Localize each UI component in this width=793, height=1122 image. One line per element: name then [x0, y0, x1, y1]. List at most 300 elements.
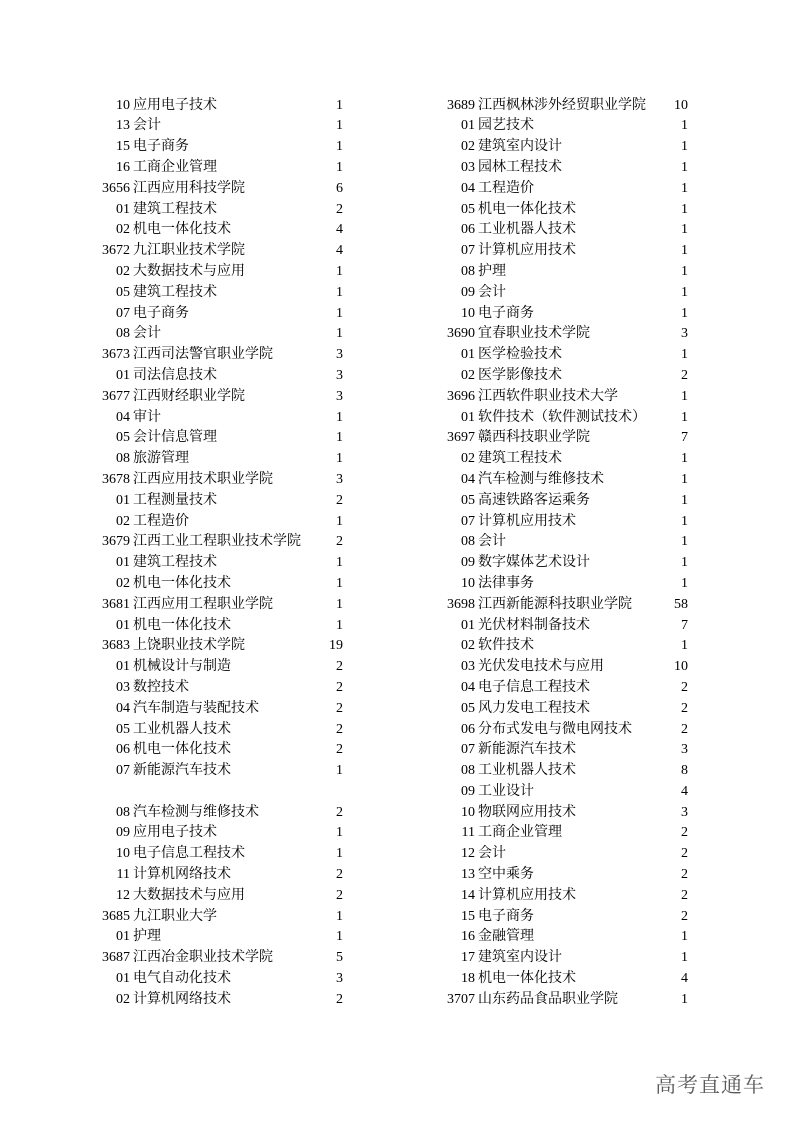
major-name: 电气自动化技术	[133, 971, 231, 987]
school-code: 3683	[102, 638, 130, 654]
major-row	[435, 512, 688, 533]
plan-count: 3	[336, 347, 343, 363]
major-row	[435, 158, 688, 179]
plan-count: 6	[336, 180, 343, 196]
school-code: 3679	[102, 534, 130, 550]
plan-count: 2	[336, 659, 343, 675]
plan-count: 3	[336, 471, 343, 487]
major-code: 08	[116, 451, 130, 467]
plan-count: 1	[336, 513, 343, 529]
major-code: 06	[116, 742, 130, 758]
major-code: 01	[461, 409, 475, 425]
plan-count: 3	[336, 971, 343, 987]
plan-count: 2	[681, 367, 688, 383]
major-row	[90, 553, 343, 574]
major-row	[435, 470, 688, 491]
major-row	[90, 324, 343, 345]
school-row	[90, 907, 343, 928]
major-code: 04	[461, 471, 475, 487]
major-row	[90, 927, 343, 948]
plan-count: 1	[336, 617, 343, 633]
major-row	[90, 886, 343, 907]
major-code: 01	[116, 659, 130, 675]
plan-count: 4	[336, 222, 343, 238]
major-row	[435, 886, 688, 907]
major-row	[435, 241, 688, 262]
major-name: 软件技术	[478, 638, 534, 654]
major-code: 08	[461, 534, 475, 550]
plan-count: 1	[681, 139, 688, 155]
plan-count: 1	[681, 534, 688, 550]
plan-count: 5	[336, 950, 343, 966]
school-row	[90, 387, 343, 408]
major-row	[435, 823, 688, 844]
plan-count: 3	[681, 804, 688, 820]
major-row	[90, 969, 343, 990]
major-code: 01	[461, 347, 475, 363]
major-row	[435, 803, 688, 824]
major-code: 01	[461, 617, 475, 633]
major-name: 工程测量技术	[133, 492, 217, 508]
plan-count: 4	[681, 971, 688, 987]
major-code: 01	[116, 929, 130, 945]
major-code: 18	[461, 971, 475, 987]
major-row	[435, 865, 688, 886]
major-name: 工商企业管理	[133, 159, 217, 175]
major-name: 软件技术（软件测试技术）	[478, 409, 646, 425]
major-code: 10	[116, 846, 130, 862]
major-name: 机电一体化技术	[133, 575, 231, 591]
school-name: 九江职业技术学院	[133, 243, 245, 259]
plan-count: 2	[336, 679, 343, 695]
major-name: 园林工程技术	[478, 159, 562, 175]
school-row	[435, 324, 688, 345]
school-code: 3685	[102, 908, 130, 924]
plan-count: 1	[681, 263, 688, 279]
school-code: 3681	[102, 596, 130, 612]
major-code: 07	[461, 513, 475, 529]
major-name: 光伏发电技术与应用	[478, 659, 604, 675]
plan-count: 1	[336, 596, 343, 612]
major-code: 05	[116, 284, 130, 300]
school-name: 江西司法警官职业学院	[133, 347, 273, 363]
major-row	[435, 636, 688, 657]
major-code: 08	[116, 804, 130, 820]
plan-count: 2	[681, 908, 688, 924]
school-code: 3677	[102, 388, 130, 404]
major-row	[435, 345, 688, 366]
major-code: 16	[461, 929, 475, 945]
major-name: 建筑室内设计	[478, 950, 562, 966]
major-row	[90, 740, 343, 761]
major-row	[90, 491, 343, 512]
plan-count: 1	[681, 451, 688, 467]
school-row	[90, 532, 343, 553]
major-row	[90, 990, 343, 1011]
major-row	[435, 657, 688, 678]
plan-count: 1	[681, 950, 688, 966]
major-code: 10	[461, 804, 475, 820]
major-row	[90, 616, 343, 637]
major-row	[435, 574, 688, 595]
major-name: 工商企业管理	[478, 825, 562, 841]
plan-count: 1	[336, 451, 343, 467]
major-row	[90, 865, 343, 886]
plan-count: 2	[336, 867, 343, 883]
major-code: 01	[116, 617, 130, 633]
plan-count: 2	[336, 991, 343, 1007]
major-name: 物联网应用技术	[478, 804, 576, 820]
major-name: 工程造价	[478, 180, 534, 196]
plan-count: 2	[336, 492, 343, 508]
major-code: 05	[461, 492, 475, 508]
major-code: 01	[116, 971, 130, 987]
major-row	[90, 823, 343, 844]
major-code: 05	[461, 201, 475, 217]
major-row	[435, 220, 688, 241]
major-row	[435, 262, 688, 283]
major-name: 工业设计	[478, 783, 534, 799]
school-row	[435, 428, 688, 449]
major-code: 12	[116, 887, 130, 903]
major-code: 01	[116, 367, 130, 383]
major-code: 02	[116, 513, 130, 529]
major-name: 大数据技术与应用	[133, 887, 245, 903]
plan-count: 2	[336, 742, 343, 758]
major-name: 法律事务	[478, 575, 534, 591]
major-name: 建筑工程技术	[133, 201, 217, 217]
plan-count: 1	[681, 929, 688, 945]
major-code: 06	[461, 222, 475, 238]
major-code: 10	[461, 305, 475, 321]
major-name: 护理	[478, 263, 506, 279]
major-code: 05	[461, 700, 475, 716]
major-code: 14	[461, 887, 475, 903]
plan-count: 1	[681, 180, 688, 196]
major-name: 风力发电工程技术	[478, 700, 590, 716]
plan-count: 1	[681, 575, 688, 591]
major-name: 电子商务	[478, 305, 534, 321]
plan-count: 2	[336, 721, 343, 737]
major-name: 汽车制造与装配技术	[133, 700, 259, 716]
plan-count: 1	[681, 388, 688, 404]
major-row	[90, 262, 343, 283]
major-code: 11	[116, 867, 130, 883]
school-code: 3698	[447, 596, 475, 612]
major-code: 07	[461, 742, 475, 758]
major-row	[435, 179, 688, 200]
plan-count: 1	[336, 825, 343, 841]
major-row	[90, 803, 343, 824]
plan-count: 1	[336, 929, 343, 945]
watermark-text: 高考直通车	[655, 1073, 765, 1097]
major-row	[90, 761, 343, 782]
major-row	[435, 740, 688, 761]
plan-count: 1	[681, 347, 688, 363]
plan-count: 19	[329, 638, 343, 654]
school-code: 3690	[447, 326, 475, 342]
school-row	[90, 948, 343, 969]
plan-count: 1	[336, 575, 343, 591]
major-code: 02	[461, 638, 475, 654]
major-code: 02	[116, 991, 130, 1007]
major-code: 04	[116, 409, 130, 425]
major-name: 光伏材料制备技术	[478, 617, 590, 633]
school-row	[90, 470, 343, 491]
plan-count: 1	[336, 846, 343, 862]
major-name: 机电一体化技术	[133, 222, 231, 238]
plan-count: 1	[681, 243, 688, 259]
plan-count: 1	[681, 991, 688, 1007]
major-row	[90, 116, 343, 137]
major-row	[435, 948, 688, 969]
major-name: 会计	[478, 534, 506, 550]
major-name: 电子商务	[133, 305, 189, 321]
major-row	[90, 283, 343, 304]
major-name: 机械设计与制造	[133, 659, 231, 675]
major-code: 06	[461, 721, 475, 737]
major-name: 工业机器人技术	[133, 721, 231, 737]
major-name: 医学影像技术	[478, 367, 562, 383]
plan-count: 2	[681, 679, 688, 695]
major-row	[435, 449, 688, 470]
major-name: 计算机应用技术	[478, 513, 576, 529]
major-row	[435, 553, 688, 574]
plan-count: 1	[336, 118, 343, 134]
plan-count: 1	[336, 908, 343, 924]
major-name: 机电一体化技术	[478, 201, 576, 217]
major-name: 会计	[478, 284, 506, 300]
major-code: 09	[461, 284, 475, 300]
major-code: 01	[116, 492, 130, 508]
major-row	[435, 304, 688, 325]
major-name: 数控技术	[133, 679, 189, 695]
plan-count: 8	[681, 763, 688, 779]
major-code: 08	[461, 763, 475, 779]
major-row	[90, 220, 343, 241]
school-name: 上饶职业技术学院	[133, 638, 245, 654]
major-name: 机电一体化技术	[478, 971, 576, 987]
major-row	[90, 449, 343, 470]
school-name: 江西财经职业学院	[133, 388, 245, 404]
plan-count: 1	[681, 118, 688, 134]
major-code: 02	[461, 367, 475, 383]
major-code: 02	[116, 575, 130, 591]
plan-count: 7	[681, 617, 688, 633]
major-name: 建筑工程技术	[478, 451, 562, 467]
major-row	[435, 616, 688, 637]
plan-count: 2	[681, 846, 688, 862]
plan-count: 1	[336, 97, 343, 113]
major-row	[90, 574, 343, 595]
major-name: 会计	[133, 326, 161, 342]
major-row	[435, 137, 688, 158]
major-name: 建筑室内设计	[478, 139, 562, 155]
major-name: 计算机应用技术	[478, 243, 576, 259]
major-name: 园艺技术	[478, 118, 534, 134]
plan-count: 1	[336, 409, 343, 425]
major-code: 03	[116, 679, 130, 695]
plan-count: 2	[681, 700, 688, 716]
major-name: 新能源汽车技术	[133, 763, 231, 779]
major-name: 数字媒体艺术设计	[478, 555, 590, 571]
school-code: 3673	[102, 347, 130, 363]
major-code: 02	[116, 222, 130, 238]
school-row	[435, 990, 688, 1011]
major-row	[435, 699, 688, 720]
major-code: 02	[116, 263, 130, 279]
major-row	[435, 927, 688, 948]
major-code: 01	[116, 555, 130, 571]
plan-count: 2	[336, 700, 343, 716]
major-name: 电子商务	[133, 139, 189, 155]
plan-count: 4	[681, 783, 688, 799]
plan-count: 7	[681, 430, 688, 446]
major-row	[90, 657, 343, 678]
major-name: 电子信息工程技术	[133, 846, 245, 862]
plan-count: 2	[336, 534, 343, 550]
major-row	[90, 96, 343, 117]
plan-count: 1	[681, 201, 688, 217]
major-name: 新能源汽车技术	[478, 742, 576, 758]
major-code: 15	[116, 139, 130, 155]
major-code: 10	[461, 575, 475, 591]
major-row	[435, 907, 688, 928]
major-row	[90, 158, 343, 179]
major-code: 04	[461, 180, 475, 196]
school-name: 山东药品食品职业学院	[478, 991, 618, 1007]
major-row	[90, 408, 343, 429]
plan-count: 2	[336, 201, 343, 217]
major-code: 09	[461, 555, 475, 571]
plan-count: 1	[336, 159, 343, 175]
school-row	[90, 345, 343, 366]
plan-count: 1	[336, 139, 343, 155]
major-name: 计算机应用技术	[478, 887, 576, 903]
school-code: 3687	[102, 950, 130, 966]
major-row	[90, 366, 343, 387]
major-row	[90, 512, 343, 533]
school-row	[90, 241, 343, 262]
school-name: 江西枫林涉外经贸职业学院	[478, 97, 646, 113]
school-name: 宜春职业技术学院	[478, 326, 590, 342]
school-name: 江西新能源科技职业学院	[478, 596, 632, 612]
plan-count: 1	[681, 222, 688, 238]
school-code: 3672	[102, 243, 130, 259]
plan-count: 10	[674, 97, 688, 113]
major-name: 司法信息技术	[133, 367, 217, 383]
major-name: 汽车检测与维修技术	[478, 471, 604, 487]
major-row	[90, 678, 343, 699]
major-row	[435, 761, 688, 782]
school-name: 九江职业大学	[133, 908, 217, 924]
major-code: 08	[116, 326, 130, 342]
plan-count: 1	[681, 284, 688, 300]
major-row	[90, 720, 343, 741]
major-code: 01	[116, 201, 130, 217]
plan-count: 1	[681, 555, 688, 571]
plan-count: 3	[336, 388, 343, 404]
major-name: 建筑工程技术	[133, 284, 217, 300]
plan-count: 58	[674, 596, 688, 612]
major-code: 12	[461, 846, 475, 862]
major-row	[435, 782, 688, 803]
major-row	[90, 200, 343, 221]
plan-count: 2	[336, 887, 343, 903]
major-name: 机电一体化技术	[133, 617, 231, 633]
major-name: 计算机网络技术	[133, 991, 231, 1007]
major-name: 会计	[133, 118, 161, 134]
major-code: 08	[461, 263, 475, 279]
major-name: 工业机器人技术	[478, 763, 576, 779]
plan-count: 1	[336, 263, 343, 279]
plan-count: 1	[681, 471, 688, 487]
plan-count: 3	[681, 742, 688, 758]
major-name: 汽车检测与维修技术	[133, 804, 259, 820]
plan-count: 1	[681, 513, 688, 529]
plan-count: 1	[336, 284, 343, 300]
major-row	[435, 969, 688, 990]
major-row	[435, 408, 688, 429]
major-row	[435, 200, 688, 221]
plan-count: 3	[336, 367, 343, 383]
major-name: 计算机网络技术	[133, 867, 231, 883]
major-name: 高速铁路客运乘务	[478, 492, 590, 508]
major-code: 17	[461, 950, 475, 966]
major-name: 机电一体化技术	[133, 742, 231, 758]
major-code: 13	[116, 118, 130, 134]
major-name: 空中乘务	[478, 867, 534, 883]
major-code: 10	[116, 97, 130, 113]
plan-count: 1	[336, 430, 343, 446]
plan-count: 1	[336, 305, 343, 321]
school-code: 3697	[447, 430, 475, 446]
major-name: 大数据技术与应用	[133, 263, 245, 279]
major-row	[435, 491, 688, 512]
major-name: 审计	[133, 409, 161, 425]
right-column	[435, 96, 688, 1011]
school-row	[90, 636, 343, 657]
school-row	[90, 595, 343, 616]
plan-count: 1	[681, 409, 688, 425]
major-name: 医学检验技术	[478, 347, 562, 363]
major-code: 16	[116, 159, 130, 175]
major-name: 护理	[133, 929, 161, 945]
major-code: 07	[116, 763, 130, 779]
major-name: 应用电子技术	[133, 97, 217, 113]
major-code: 07	[461, 243, 475, 259]
plan-count: 1	[336, 555, 343, 571]
major-code: 02	[461, 139, 475, 155]
major-row	[435, 116, 688, 137]
major-row	[90, 844, 343, 865]
plan-count: 4	[336, 243, 343, 259]
school-row	[435, 387, 688, 408]
plan-count: 1	[681, 305, 688, 321]
major-code: 04	[461, 679, 475, 695]
major-row	[90, 428, 343, 449]
plan-count: 2	[681, 867, 688, 883]
school-code: 3696	[447, 388, 475, 404]
school-name: 赣西科技职业学院	[478, 430, 590, 446]
school-code: 3678	[102, 471, 130, 487]
plan-count: 1	[681, 492, 688, 508]
plan-count: 2	[336, 804, 343, 820]
left-column	[90, 96, 343, 1011]
major-code: 07	[116, 305, 130, 321]
school-row	[435, 595, 688, 616]
major-name: 金融管理	[478, 929, 534, 945]
